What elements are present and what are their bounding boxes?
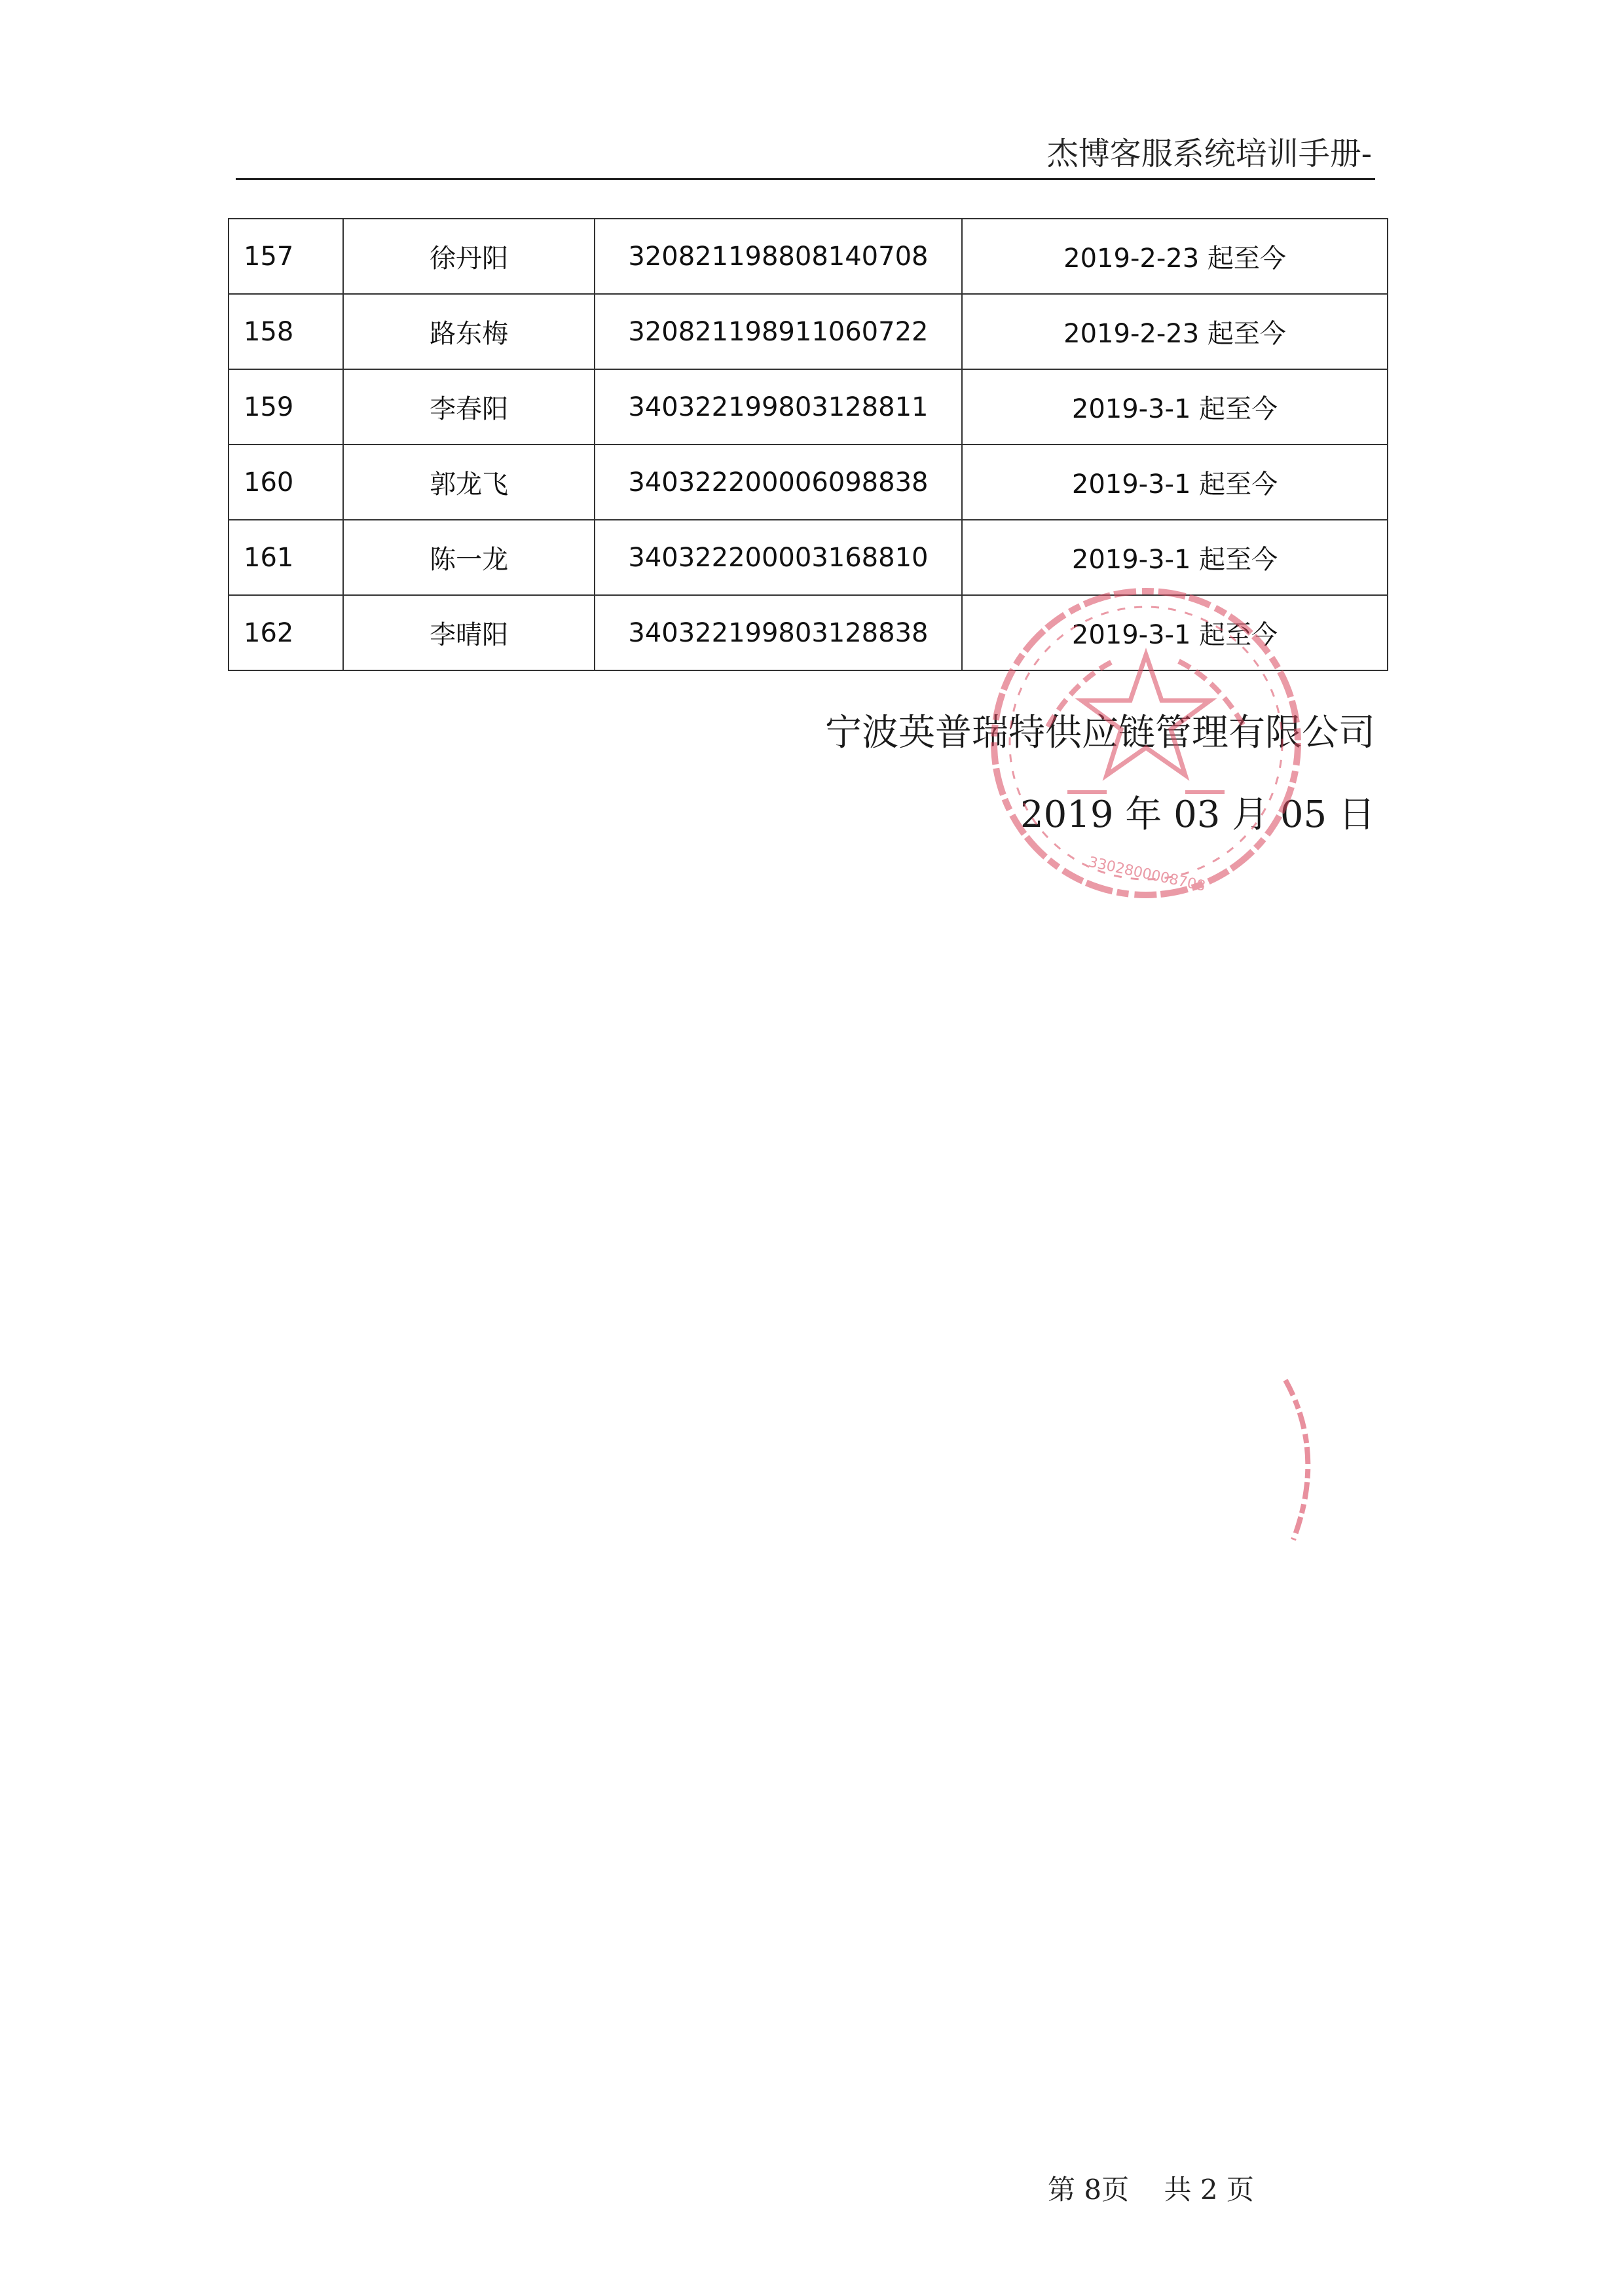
- company-name: 宁波英普瑞特供应链管理有限公司: [825, 712, 1375, 754]
- employment-period: 2019-3-1 起至今: [962, 520, 1388, 595]
- row-number: 160: [229, 445, 343, 520]
- employment-period: 2019-3-1 起至今: [962, 595, 1388, 670]
- id-number: 340322200003168810: [595, 520, 962, 595]
- employee-name: 徐丹阳: [343, 219, 594, 294]
- employee-table: [228, 218, 1388, 671]
- page-number-current: 第 8页: [1048, 2174, 1130, 2206]
- employee-name: 路东梅: [343, 294, 594, 369]
- id-number: 340322200006098838: [595, 445, 962, 520]
- page-number-total: 共 2 页: [1164, 2174, 1254, 2206]
- employment-period: 2019-2-23 起至今: [962, 219, 1388, 294]
- employee-table-body: [229, 219, 1388, 670]
- table-row: [229, 369, 1388, 445]
- seal-edge-mark: [1280, 1375, 1333, 1545]
- signature-date: 2019 年 03 月 05 日: [1020, 793, 1375, 836]
- table-row: [229, 595, 1388, 670]
- employee-name: 李晴阳: [343, 595, 594, 670]
- employment-period: 2019-2-23 起至今: [962, 294, 1388, 369]
- row-number: 162: [229, 595, 343, 670]
- page-number-spacer: [1137, 2174, 1155, 2206]
- page-footer: [1048, 2168, 1414, 2208]
- id-number: 340322199803128811: [595, 369, 962, 445]
- row-number: 161: [229, 520, 343, 595]
- table-row: [229, 520, 1388, 595]
- employee-name: 郭龙飞: [343, 445, 594, 520]
- header-divider: [236, 178, 1375, 180]
- page-header-title: 杰博客服系统培训手册-: [1046, 136, 1372, 172]
- row-number: 159: [229, 369, 343, 445]
- employee-name: 李春阳: [343, 369, 594, 445]
- employment-period: 2019-3-1 起至今: [962, 369, 1388, 445]
- table-row: [229, 219, 1388, 294]
- row-number: 157: [229, 219, 343, 294]
- employee-name: 陈一龙: [343, 520, 594, 595]
- id-number: 320821198808140708: [595, 219, 962, 294]
- row-number: 158: [229, 294, 343, 369]
- employment-period: 2019-3-1 起至今: [962, 445, 1388, 520]
- table-row: [229, 445, 1388, 520]
- id-number: 320821198911060722: [595, 294, 962, 369]
- seal-number: 3302800008708: [1086, 854, 1207, 895]
- table-row: [229, 294, 1388, 369]
- id-number: 340322199803128838: [595, 595, 962, 670]
